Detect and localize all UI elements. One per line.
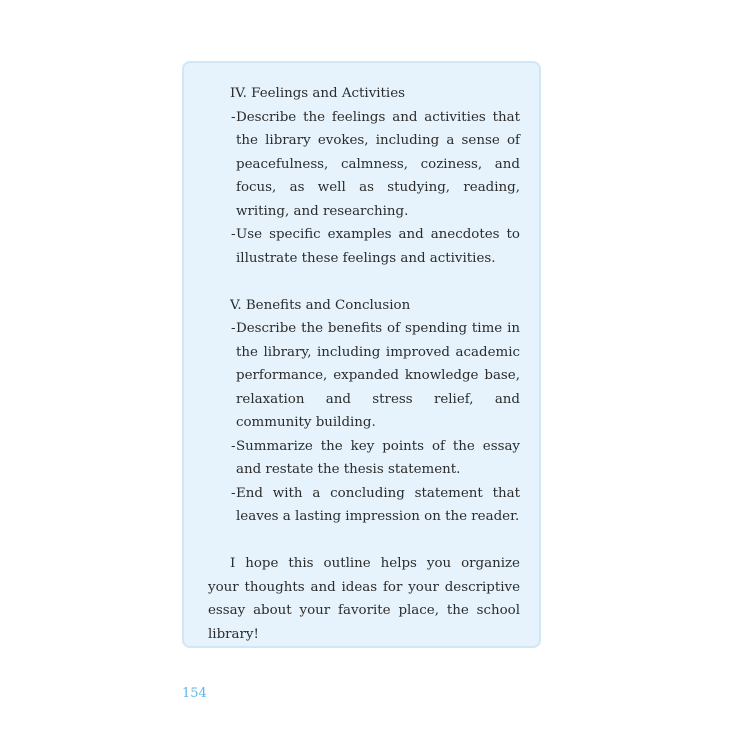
bullet-text: End with a concluding statement that leaves a lasting impression on the reader. [236,485,520,524]
section-spacer [208,270,520,294]
content-card [182,61,541,648]
bullet-text: Describe the benefits of spending time in the library, including improved academic performance, expanded knowledge base, relaxation and stress relief, and community building. [236,321,520,430]
bullet-dash: - [231,485,236,501]
bullet-text: Describe the feelings and activities that the library evokes, including a sense of peacefulness, calmness, coziness, and focus, as well as studying, reading, writing, and researching. [236,109,520,219]
bullet-text: Summarize the key points of the essay and restate the thesis statement. [236,438,520,477]
bullet-dash: - [231,109,236,125]
section-heading-feelings: IV. Feelings and Activities [230,86,406,101]
bullet-dash: - [231,227,236,242]
page-number: 154 [182,686,207,701]
closing-paragraph: I hope this outline helps you organize your thoughts and ideas for your descriptive essay about your favorite place, the school library! [208,556,520,642]
outline-bullet [208,435,520,482]
bullet-dash: - [231,438,236,454]
outline-bullet [208,317,520,435]
outline-text [208,82,520,646]
outline-bullet [208,223,520,270]
outline-bullet [208,106,520,224]
section-spacer [208,529,520,553]
bullet-text: Use specific examples and anecdotes to illustrate these feelings and activities. [236,227,520,266]
outline-bullet [208,482,520,529]
section-heading-benefits: V. Benefits and Conclusion [230,297,411,313]
bullet-dash: - [231,321,236,336]
